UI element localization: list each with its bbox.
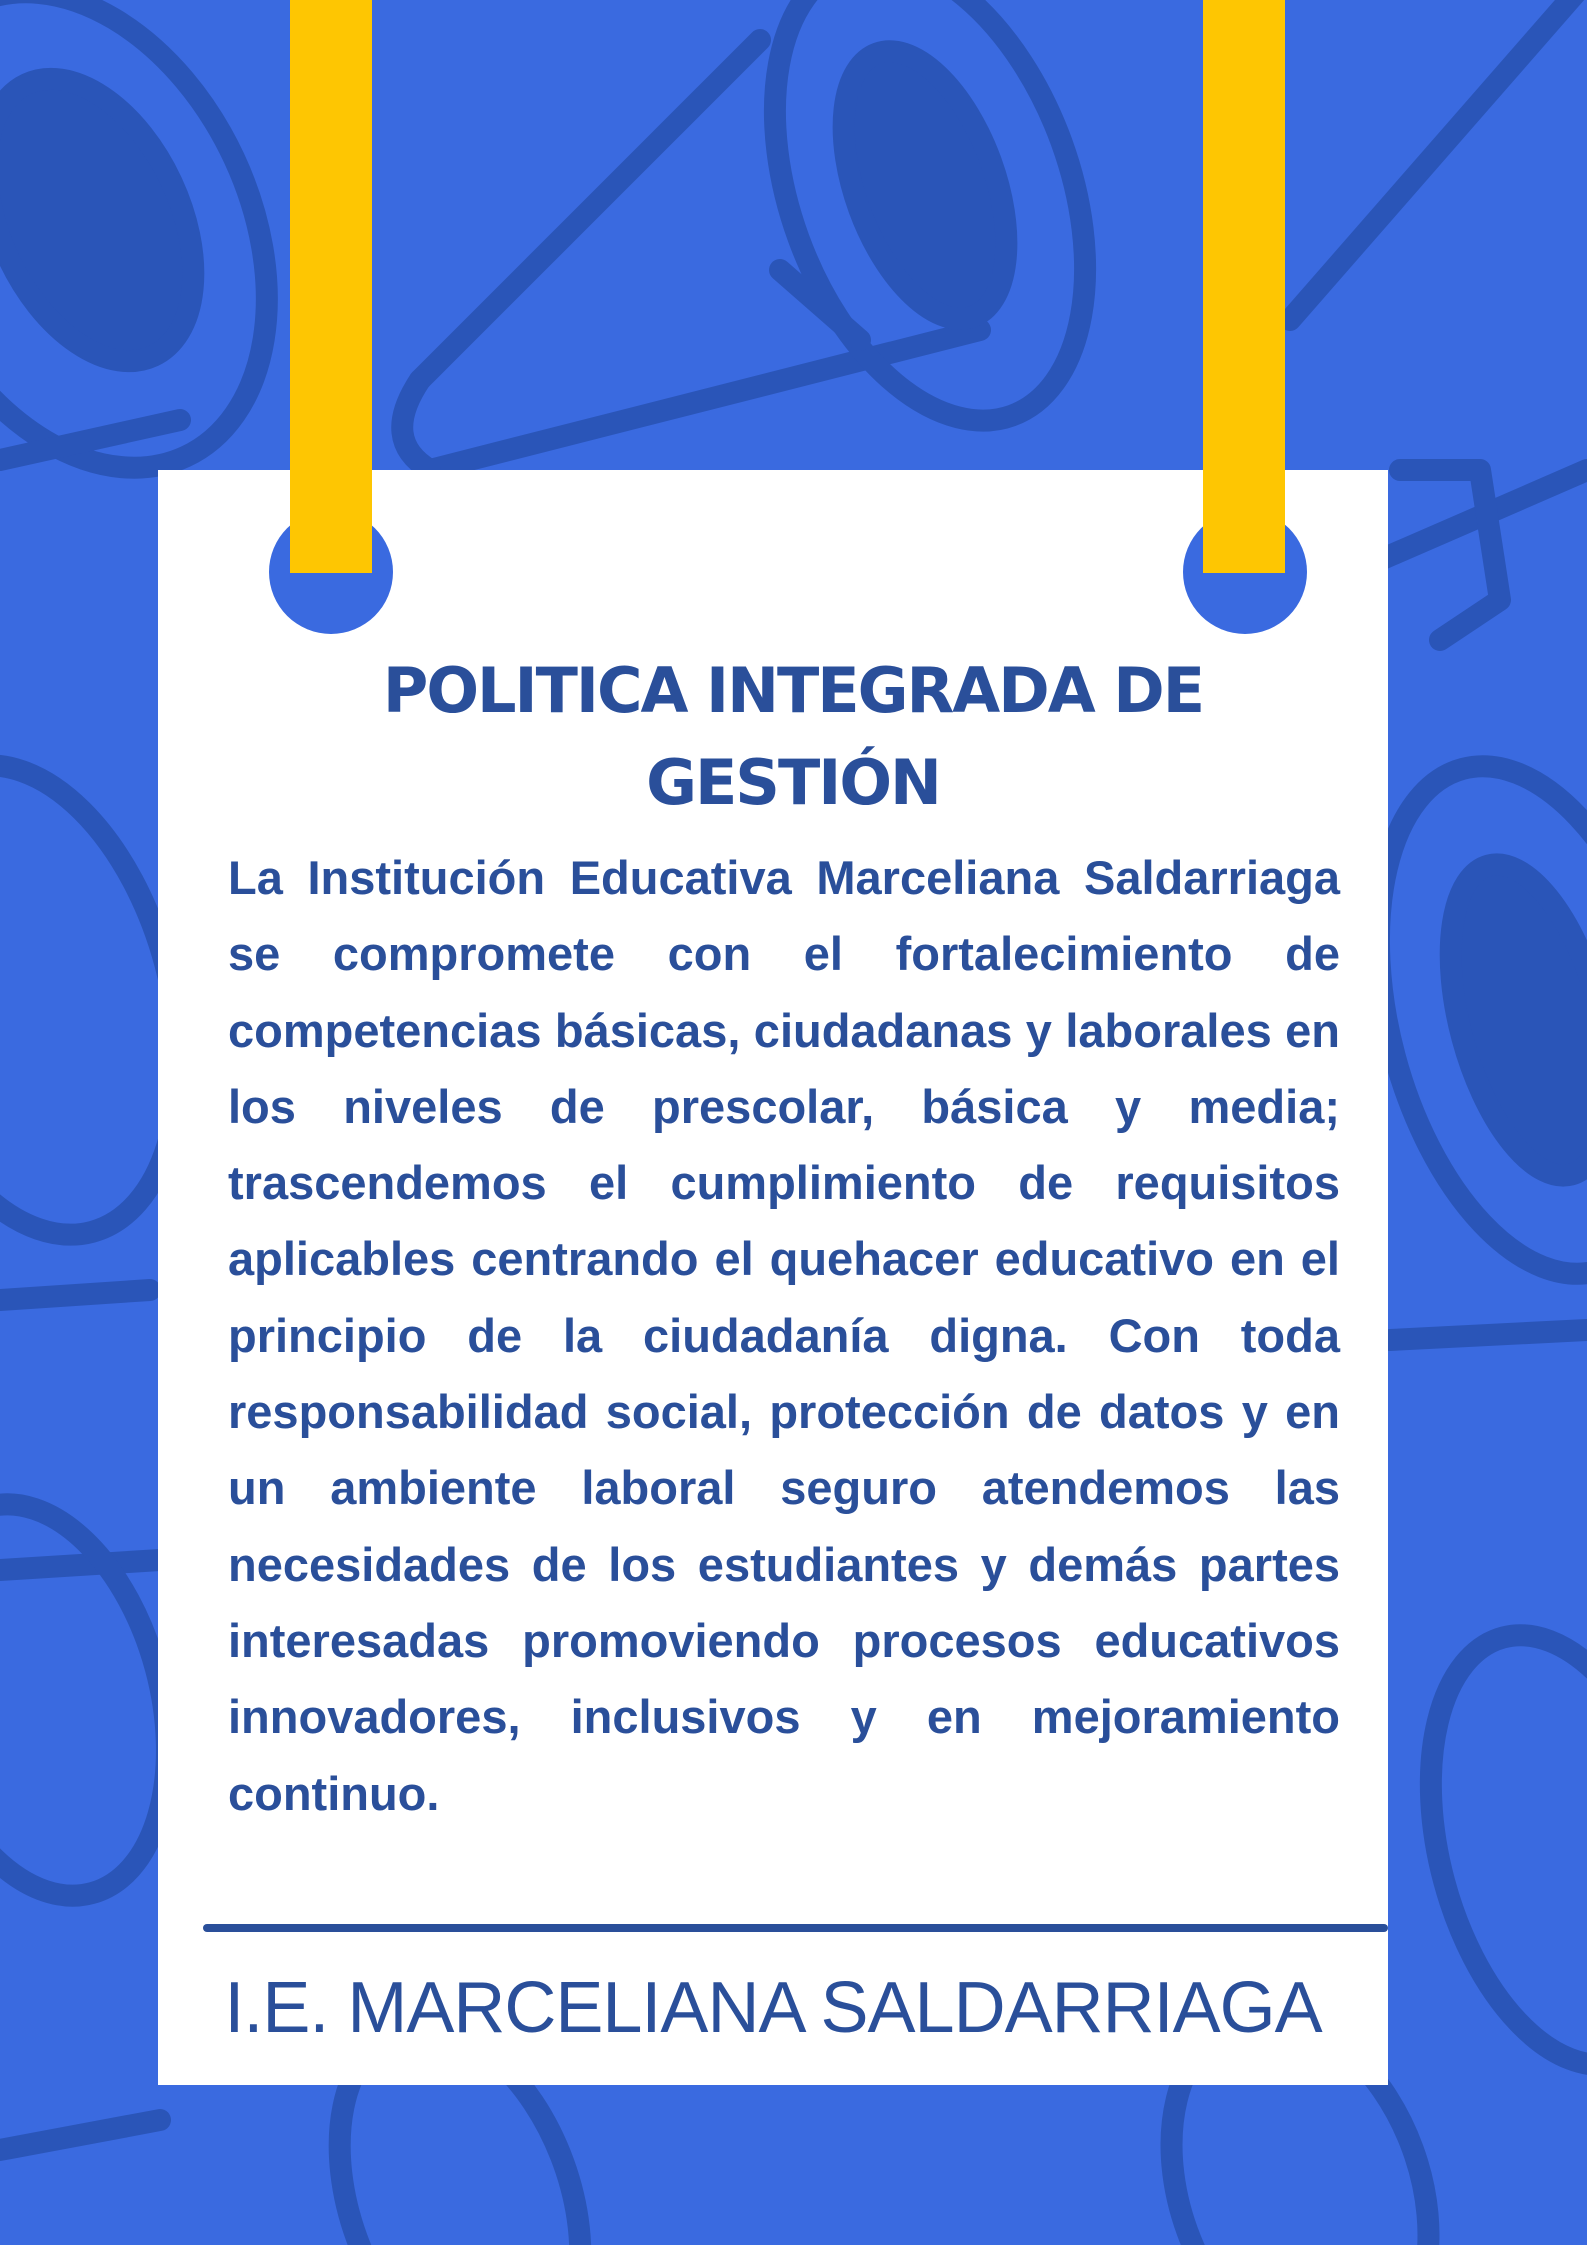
institution-name: I.E. MARCELIANA SALDARRIAGA	[224, 1968, 1322, 2048]
hanging-strap-left	[290, 0, 372, 573]
policy-title: POLITICA INTEGRADA DE GESTIÓN	[382, 654, 1204, 819]
megaphone-icon	[0, 0, 340, 528]
hanging-strap-right	[1203, 0, 1285, 573]
footer-divider	[203, 1924, 1388, 1932]
policy-body-text: La Institución Educativa Marceliana Saldarriaga se compromete con el fortalecimiento de competencias básicas, ciudadanas y laborales en los niveles de prescolar, básica y media; trascendemos el cumplimiento de requisitos aplicables centrando el quehacer educativo en el principio de la ciudadanía digna. Con toda responsabilidad social, protección de datos y en un ambiente laboral seguro atendemos las necesidades de los estudiantes y demás partes interesadas promoviendo procesos educativos innovadores, inclusivos y en mejoramiento continuo.	[228, 851, 1340, 1820]
megaphone-icon	[402, 0, 1143, 470]
